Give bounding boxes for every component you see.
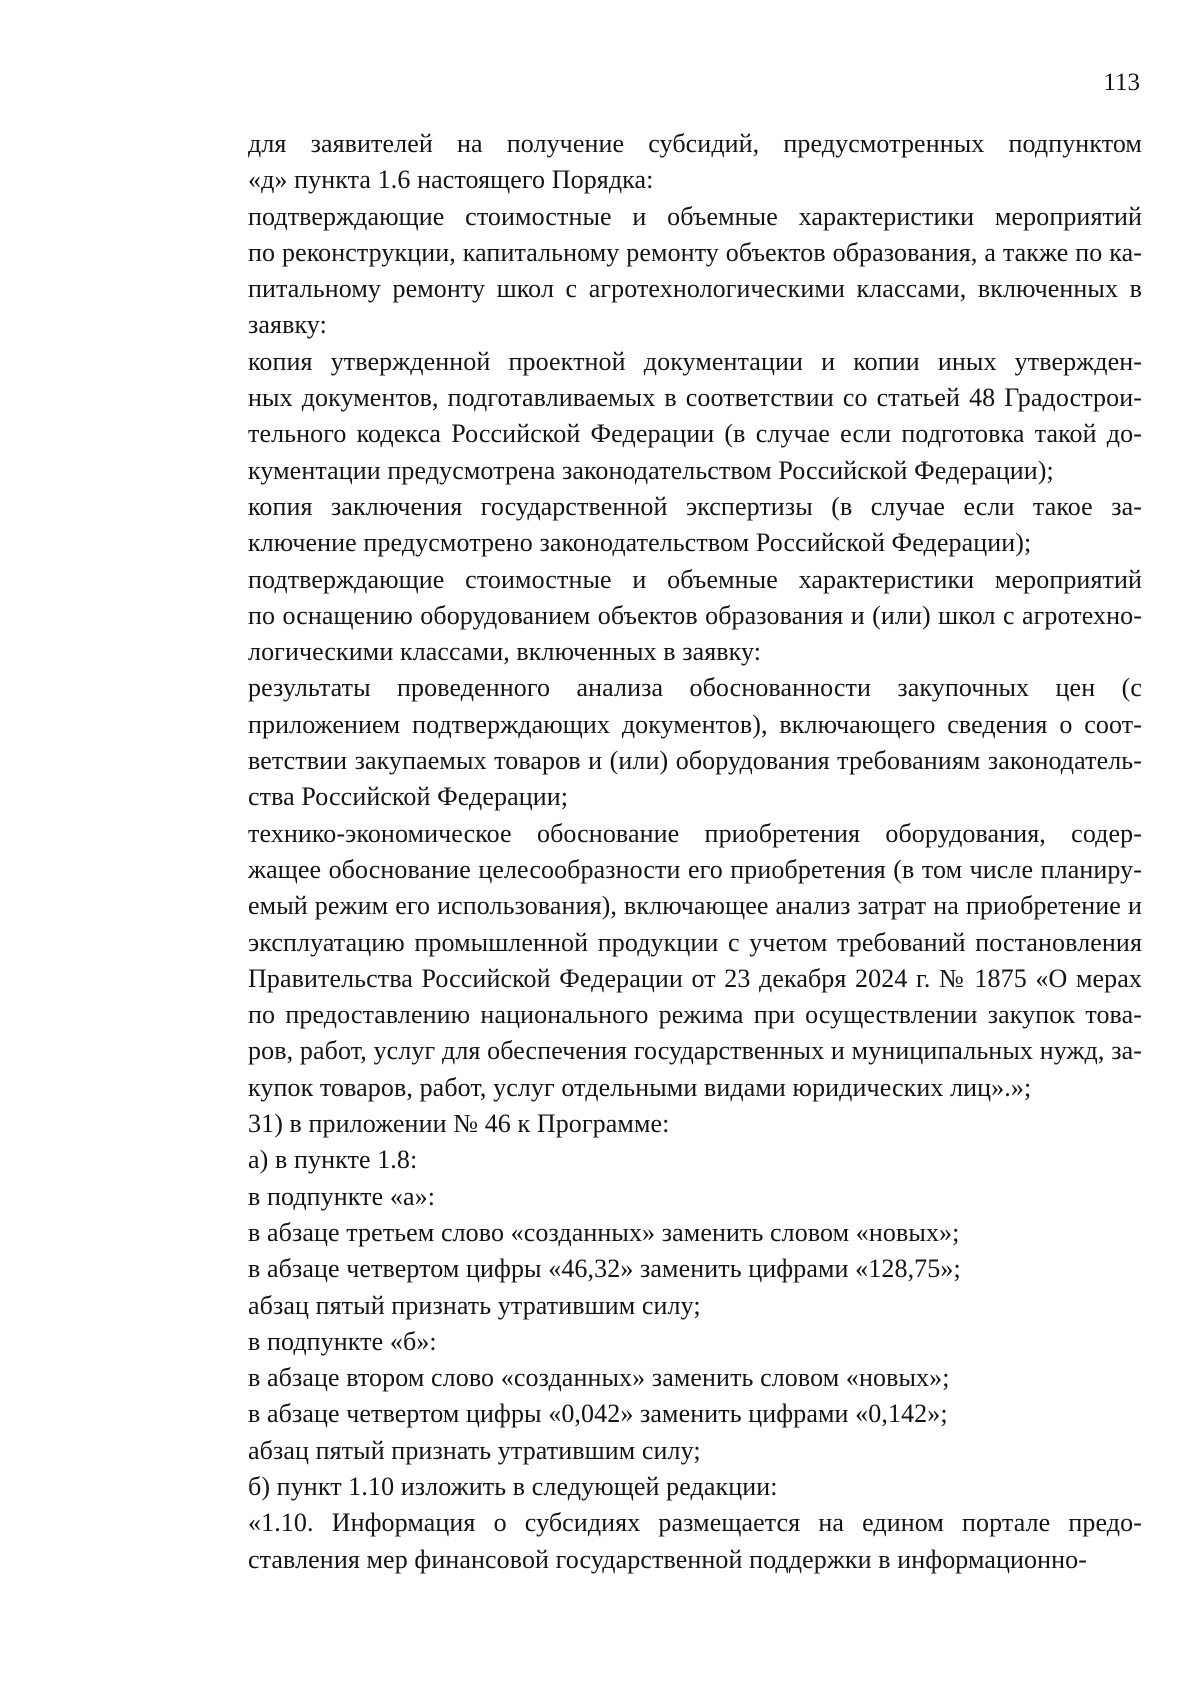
paragraph: [176, 1324, 1142, 1360]
text-line: в подпункте «а»:: [248, 1181, 436, 1211]
text-line: абзац пятый признать утратившим силу;: [248, 1290, 701, 1320]
text-line: купок товаров, работ, услуг отдельными видами юридических лиц».»;: [248, 1072, 1032, 1102]
text-line: копия заключения государственной экспертизы (в случае если такое за-: [248, 491, 1142, 521]
text-line: а) в пункте 1.8:: [248, 1145, 418, 1175]
paragraph: [176, 1106, 1142, 1142]
paragraph: [176, 126, 1142, 199]
text-line: кументации предусмотрена законодательством Российской Федерации);: [248, 455, 1054, 485]
text-line: ключение предусмотрено законодательством Российской Федерации);: [248, 528, 1032, 558]
text-line: в подпункте «б»:: [248, 1326, 437, 1356]
text-line: ства Российской Федерации;: [248, 782, 569, 812]
paragraph: [176, 1251, 1142, 1287]
text-line: ветствии закупаемых товаров и (или) оборудования требованиям законодатель-: [248, 746, 1142, 776]
paragraph: [176, 1505, 1142, 1578]
text-line: подтверждающие стоимостные и объемные характеристики мероприятий: [248, 564, 1142, 594]
page-number: 113: [1103, 69, 1140, 96]
text-line: по оснащению оборудованием объектов образования и (или) школ с агротехно-: [248, 600, 1142, 630]
document-body: [176, 126, 1142, 1578]
text-line: ставления мер финансовой государственной поддержки в информационно-: [248, 1544, 1088, 1574]
text-line: жащее обоснование целесообразности его приобретения (в том числе планиру-: [248, 854, 1142, 884]
text-line: «д» пункта 1.6 настоящего Порядка:: [248, 165, 654, 195]
paragraph: [176, 1288, 1142, 1324]
paragraph: [176, 489, 1142, 562]
text-line: ных документов, подготавливаемых в соответствии со статьей 48 Градострои-: [248, 383, 1142, 413]
paragraph: [176, 670, 1142, 815]
text-line: эксплуатацию промышленной продукции с учетом требований постановления: [248, 927, 1142, 957]
paragraph: [176, 1360, 1142, 1396]
text-line: заявку:: [248, 310, 327, 340]
paragraph: [176, 1469, 1142, 1505]
paragraph: [176, 199, 1142, 344]
text-line: для заявителей на получение субсидий, предусмотренных подпунктом: [248, 129, 1142, 158]
text-line: результаты проведенного анализа обоснованности закупочных цен (с: [248, 673, 1142, 703]
text-line: технико-экономическое обоснование приобретения оборудования, содер-: [248, 818, 1142, 848]
paragraph: [176, 816, 1142, 1106]
paragraph: [176, 344, 1142, 489]
text-line: в абзаце четвертом цифры «0,042» заменить цифрами «0,142»;: [248, 1399, 948, 1429]
text-line: по реконструкции, капитальному ремонту объектов образования, а также по ка-: [248, 237, 1142, 267]
paragraph: [176, 1179, 1142, 1215]
text-line: Правительства Российской Федерации от 23 декабря 2024 г. № 1875 «О мерах: [248, 963, 1142, 993]
text-line: 31) в приложении № 46 к Программе:: [248, 1109, 670, 1139]
text-line: емый режим его использования), включающее анализ затрат на приобретение и: [248, 891, 1142, 921]
text-line: ров, работ, услуг для обеспечения государственных и муниципальных нужд, за-: [248, 1036, 1142, 1066]
text-line: приложением подтверждающих документов), включающего сведения о соот-: [248, 709, 1142, 739]
text-line: логическими классами, включенных в заявку:: [248, 637, 762, 667]
paragraph: [176, 1215, 1142, 1251]
text-line: питальному ремонту школ с агротехнологическими классами, включенных в: [248, 274, 1142, 304]
text-line: б) пункт 1.10 изложить в следующей редакции:: [248, 1471, 778, 1501]
text-line: в абзаце третьем слово «созданных» заменить словом «новых»;: [248, 1217, 960, 1247]
paragraph: [176, 1142, 1142, 1178]
text-line: по предоставлению национального режима при осуществлении закупок това-: [248, 1000, 1142, 1030]
text-line: подтверждающие стоимостные и объемные характеристики мероприятий: [248, 201, 1142, 231]
text-line: в абзаце четвертом цифры «46,32» заменить цифрами «128,75»;: [248, 1254, 961, 1284]
paragraph: [176, 1433, 1142, 1469]
text-line: «1.10. Информация о субсидиях размещается на едином портале предо-: [248, 1508, 1142, 1538]
text-line: тельного кодекса Российской Федерации (в случае если подготовка такой до-: [248, 419, 1142, 449]
paragraph: [176, 562, 1142, 671]
text-line: копия утвержденной проектной документации и копии иных утвержден-: [248, 346, 1142, 376]
text-line: абзац пятый признать утратившим силу;: [248, 1435, 701, 1465]
text-line: в абзаце втором слово «созданных» заменить словом «новых»;: [248, 1363, 950, 1393]
paragraph: [176, 1396, 1142, 1432]
